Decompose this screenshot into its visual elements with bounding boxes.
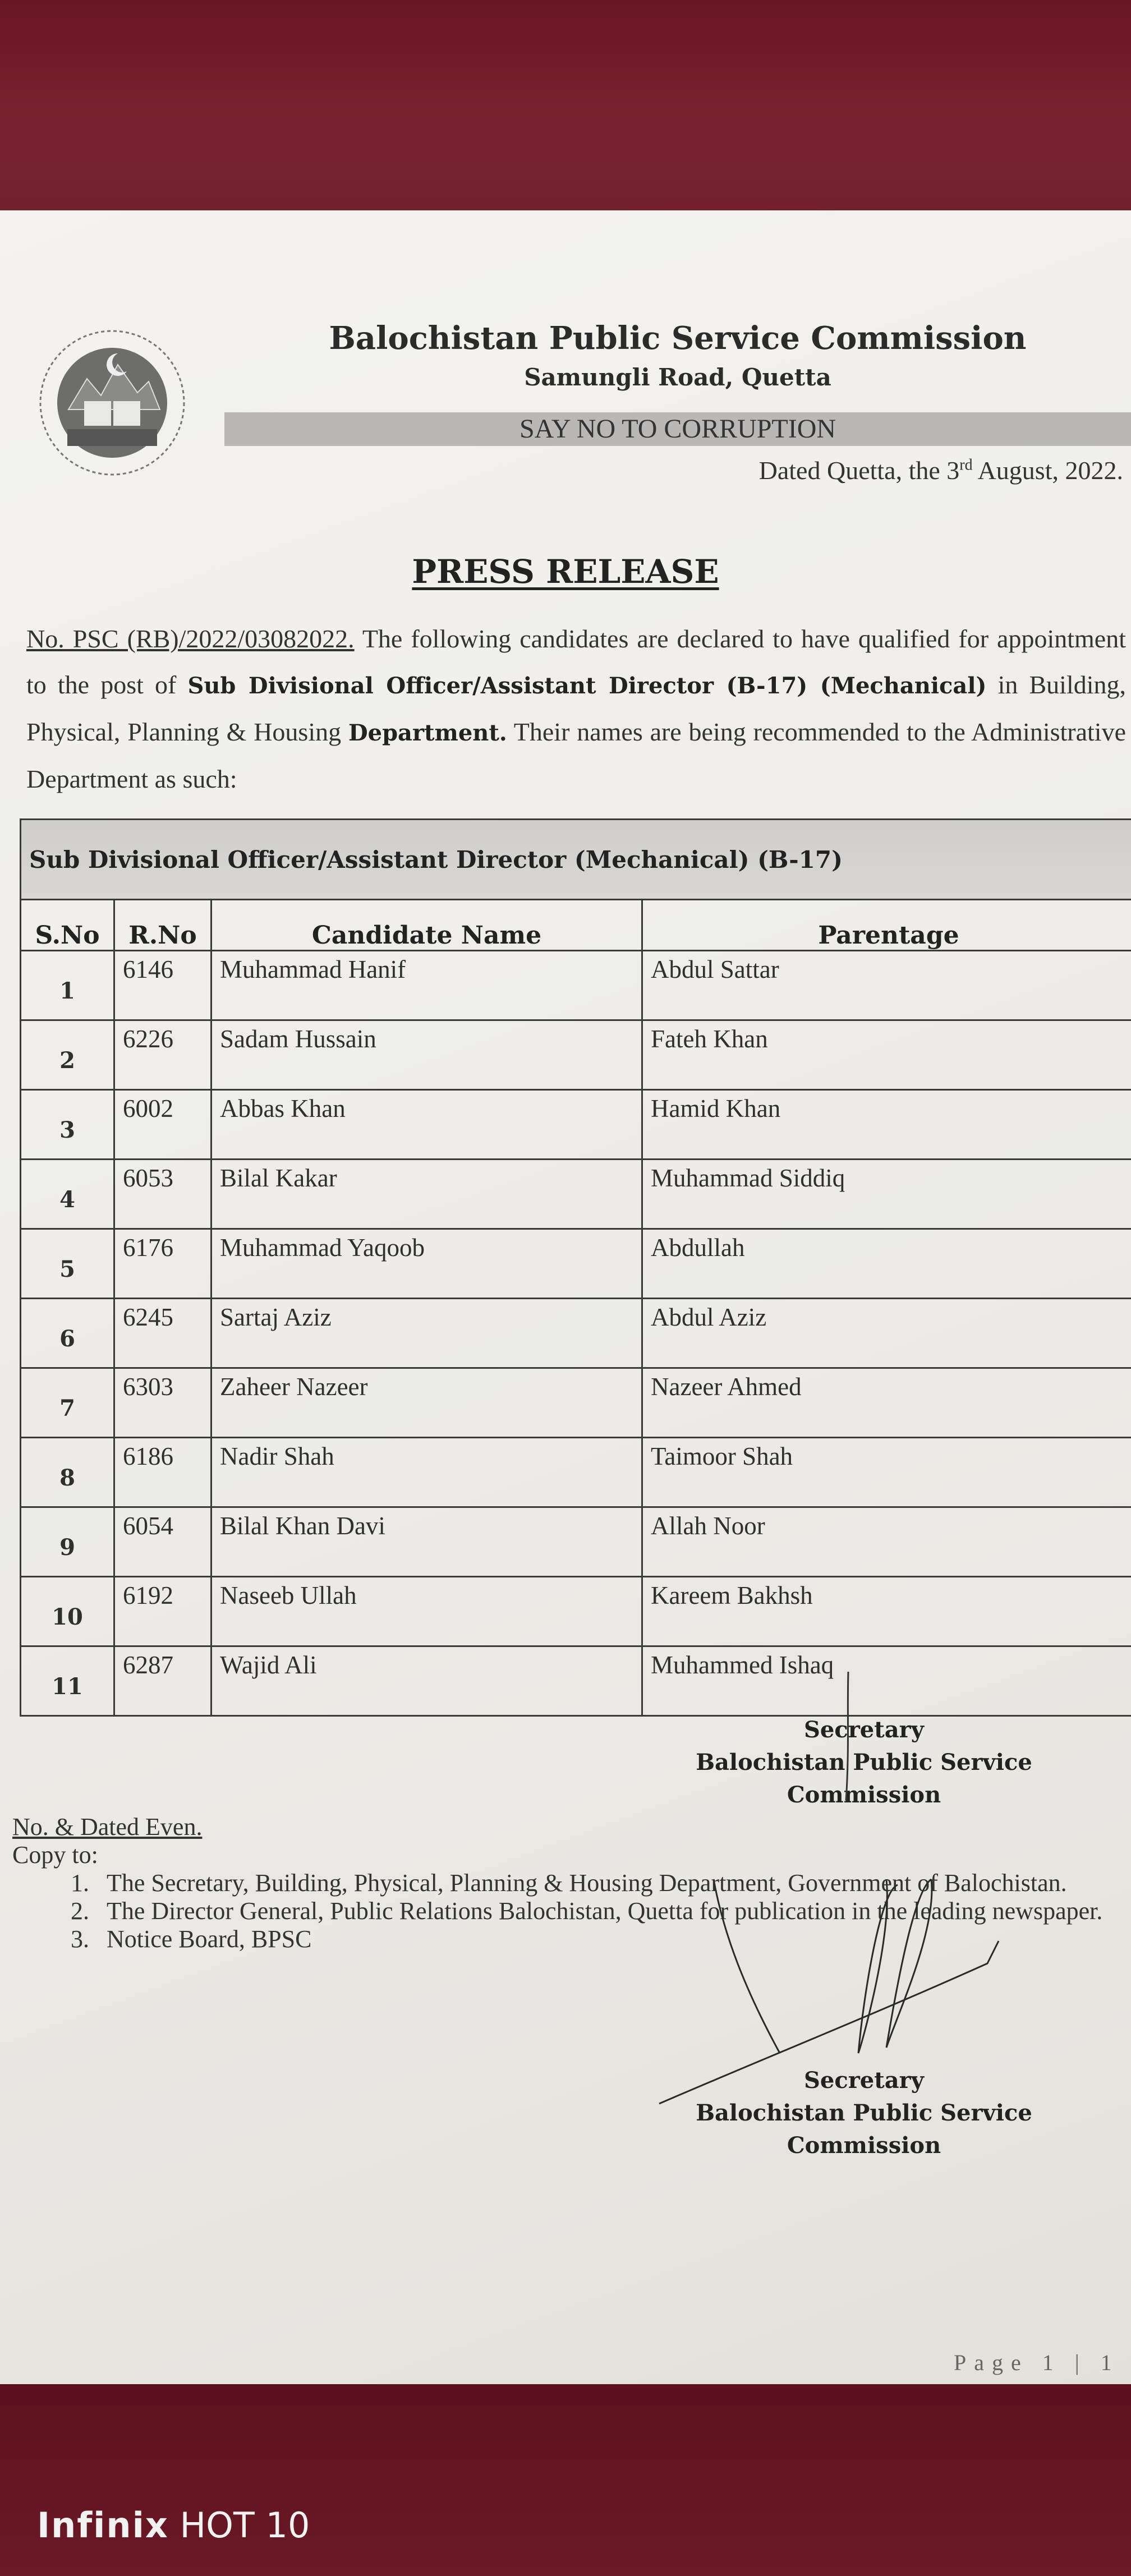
intro-paragraph: No. PSC (RB)/2022/03082022. The following candidates are declared to have qualified for appointment to the post of Sub Divisional Officer/Assistant Director (B-17) (Mechanical) in Building, Physical, Planning & Housing Department. Their names are being recommended to the Administrative Department as such: xyxy=(26,624,1127,793)
cell-candidate-name: Sartaj Aziz xyxy=(212,1299,642,1368)
signature-block-2: Secretary Balochistan Public Service Commission xyxy=(696,2067,1032,2159)
cell-candidate-name: Sadam Hussain xyxy=(212,1020,642,1090)
background-bottom xyxy=(0,2384,1131,2576)
cell-sno: 7 xyxy=(21,1368,114,1438)
table-row xyxy=(21,1090,1131,1160)
cell-rno: 6176 xyxy=(114,1229,212,1299)
copy-item: 1. The Secretary, Building, Physical, Planning & Housing Department, Government of Balochistan. xyxy=(95,1869,1131,1897)
table-row xyxy=(21,1507,1131,1577)
cell-parentage: Allah Noor xyxy=(642,1507,1131,1577)
cell-rno: 6053 xyxy=(114,1160,212,1229)
cell-rno: 6002 xyxy=(114,1090,212,1160)
cell-rno: 6287 xyxy=(114,1646,212,1716)
cell-parentage: Abdul Sattar xyxy=(642,951,1131,1020)
cell-candidate-name: Bilal Kakar xyxy=(212,1160,642,1229)
background-top xyxy=(0,0,1131,212)
candidates-table xyxy=(20,818,1131,1717)
table-row xyxy=(21,1160,1131,1229)
cell-rno: 6186 xyxy=(114,1438,212,1507)
cell-candidate-name: Muhammad Hanif xyxy=(212,951,642,1020)
handwritten-signature xyxy=(651,1868,1021,2126)
date-line: Dated Quetta, the 3rd August, 2022. xyxy=(758,456,1123,485)
table-row xyxy=(21,1020,1131,1090)
cell-sno: 3 xyxy=(21,1090,114,1160)
table-row xyxy=(21,951,1131,1020)
cell-parentage: Fateh Khan xyxy=(642,1020,1131,1090)
cell-rno: 6303 xyxy=(114,1368,212,1438)
signature-block-1: Secretary Balochistan Public Service Commission xyxy=(696,1717,1032,1808)
table-row xyxy=(21,1299,1131,1368)
table-caption: Sub Divisional Officer/Assistant Director (Mechanical) (B-17) xyxy=(21,820,1131,900)
cell-candidate-name: Zaheer Nazeer xyxy=(212,1368,642,1438)
cell-rno: 6192 xyxy=(114,1577,212,1646)
cell-sno: 5 xyxy=(21,1229,114,1299)
cell-sno: 6 xyxy=(21,1299,114,1368)
cell-sno: 8 xyxy=(21,1438,114,1507)
page-number: Page 1 | 1 xyxy=(954,2350,1120,2375)
copy-to-section: No. & Dated Even. Copy to: 1. The Secretary, Building, Physical, Planning & Housing Department, Government of Balochistan. 2. The Director General, Public Relations Balochistan, Quetta for publication in the leading newspaper. 3. Notice Board, BPSC xyxy=(12,1813,1131,1953)
cell-rno: 6226 xyxy=(114,1020,212,1090)
copy-item: 2. The Director General, Public Relations Balochistan, Quetta for publication in the leading newspaper. xyxy=(95,1897,1131,1925)
copy-item: 3. Notice Board, BPSC xyxy=(95,1925,1131,1953)
col-parentage: Parentage xyxy=(642,900,1131,951)
cell-candidate-name: Muhammad Yaqoob xyxy=(212,1229,642,1299)
organization-name: Balochistan Public Service Commission xyxy=(329,320,1027,357)
cell-parentage: Hamid Khan xyxy=(642,1090,1131,1160)
cell-rno: 6054 xyxy=(114,1507,212,1577)
cell-candidate-name: Bilal Khan Davi xyxy=(212,1507,642,1577)
cell-parentage: Muhammad Siddiq xyxy=(642,1160,1131,1229)
cell-candidate-name: Wajid Ali xyxy=(212,1646,642,1716)
cell-sno: 1 xyxy=(21,951,114,1020)
table-row xyxy=(21,1438,1131,1507)
cell-sno: 2 xyxy=(21,1020,114,1090)
col-candidate-name: Candidate Name xyxy=(212,900,642,951)
bpsc-logo xyxy=(34,325,191,482)
cell-candidate-name: Abbas Khan xyxy=(212,1090,642,1160)
cell-sno: 10 xyxy=(21,1577,114,1646)
reference-number: No. PSC (RB)/2022/03082022. xyxy=(26,624,355,653)
col-rno: R.No xyxy=(114,900,212,951)
cell-sno: 9 xyxy=(21,1507,114,1577)
cell-parentage: Taimoor Shah xyxy=(642,1438,1131,1507)
cell-parentage: Kareem Bakhsh xyxy=(642,1577,1131,1646)
cell-rno: 6146 xyxy=(114,951,212,1020)
camera-watermark: Infinix HOT 10 xyxy=(37,2505,310,2546)
cell-parentage: Muhammed Ishaq xyxy=(642,1646,1131,1716)
signature-stroke-1 xyxy=(830,1666,875,1812)
col-sno: S.No xyxy=(21,900,114,951)
table-row xyxy=(21,1646,1131,1716)
cell-parentage: Nazeer Ahmed xyxy=(642,1368,1131,1438)
slogan-banner: SAY NO TO CORRUPTION xyxy=(224,412,1131,446)
cell-parentage: Abdul Aziz xyxy=(642,1299,1131,1368)
cell-parentage: Abdullah xyxy=(642,1229,1131,1299)
cell-sno: 11 xyxy=(21,1646,114,1716)
cell-sno: 4 xyxy=(21,1160,114,1229)
organization-address: Samungli Road, Quetta xyxy=(524,364,831,391)
table-row xyxy=(21,1368,1131,1438)
table-row xyxy=(21,1229,1131,1299)
cell-candidate-name: Naseeb Ullah xyxy=(212,1577,642,1646)
cell-rno: 6245 xyxy=(114,1299,212,1368)
cell-candidate-name: Nadir Shah xyxy=(212,1438,642,1507)
table-row xyxy=(21,1577,1131,1646)
document-title: PRESS RELEASE xyxy=(412,553,719,591)
